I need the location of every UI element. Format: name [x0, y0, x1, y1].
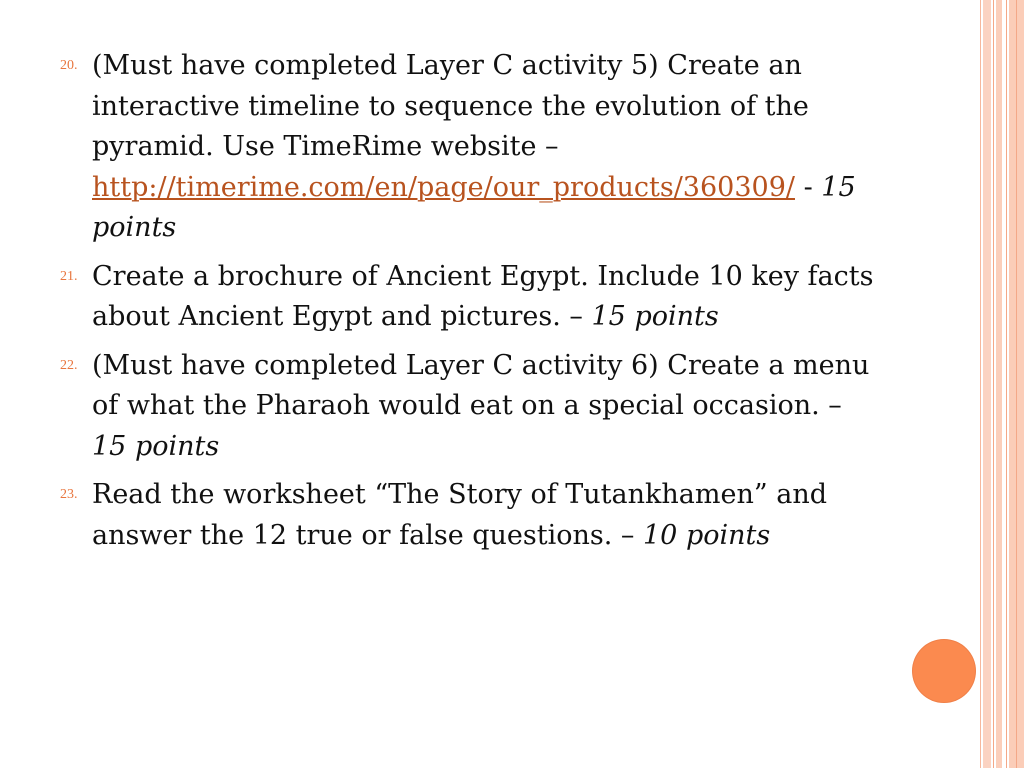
list-item [60, 475, 880, 556]
item-description: (Must have completed Layer C activity 5) Create an interactive timeline to sequence the evolution of the pyramid. Use TimeRime website – [92, 50, 809, 162]
item-text [92, 475, 880, 556]
item-points: 15 points [92, 171, 856, 243]
item-description: Read the worksheet “The Story of Tutankhamen” and answer the 12 true or false questions. – [92, 479, 827, 551]
item-text [92, 257, 880, 338]
item-points: 15 points [591, 301, 719, 332]
item-points: 10 points [643, 519, 771, 551]
decorative-stripe [993, 0, 994, 768]
decorative-stripe [980, 0, 981, 768]
item-text [92, 46, 880, 249]
activity-list [60, 46, 880, 564]
list-item [60, 46, 880, 249]
item-number: 23. [60, 487, 78, 502]
item-separator: - [794, 171, 822, 203]
timerime-link[interactable]: http://timerime.com/en/page/our_products/360309/ [92, 171, 795, 203]
item-description: (Must have completed Layer C activity 6) Create a menu of what the Pharaoh would eat on a special occasion. – [92, 349, 870, 421]
decorative-stripe [1016, 0, 1017, 768]
decorative-circle [913, 640, 975, 702]
item-number: 20. [60, 58, 78, 73]
item-number: 21. [60, 268, 78, 284]
item-description: Create a brochure of Ancient Egypt. Include 10 key facts about Ancient Egypt and pictures. – [92, 260, 874, 332]
list-item [60, 346, 880, 468]
decorative-stripe [1006, 0, 1007, 768]
list-item [60, 257, 880, 338]
item-number: 22. [60, 357, 78, 373]
item-points: 15 points [92, 430, 220, 462]
decorative-stripe [983, 0, 991, 768]
item-text [92, 346, 880, 468]
decorative-stripe [996, 0, 1002, 768]
